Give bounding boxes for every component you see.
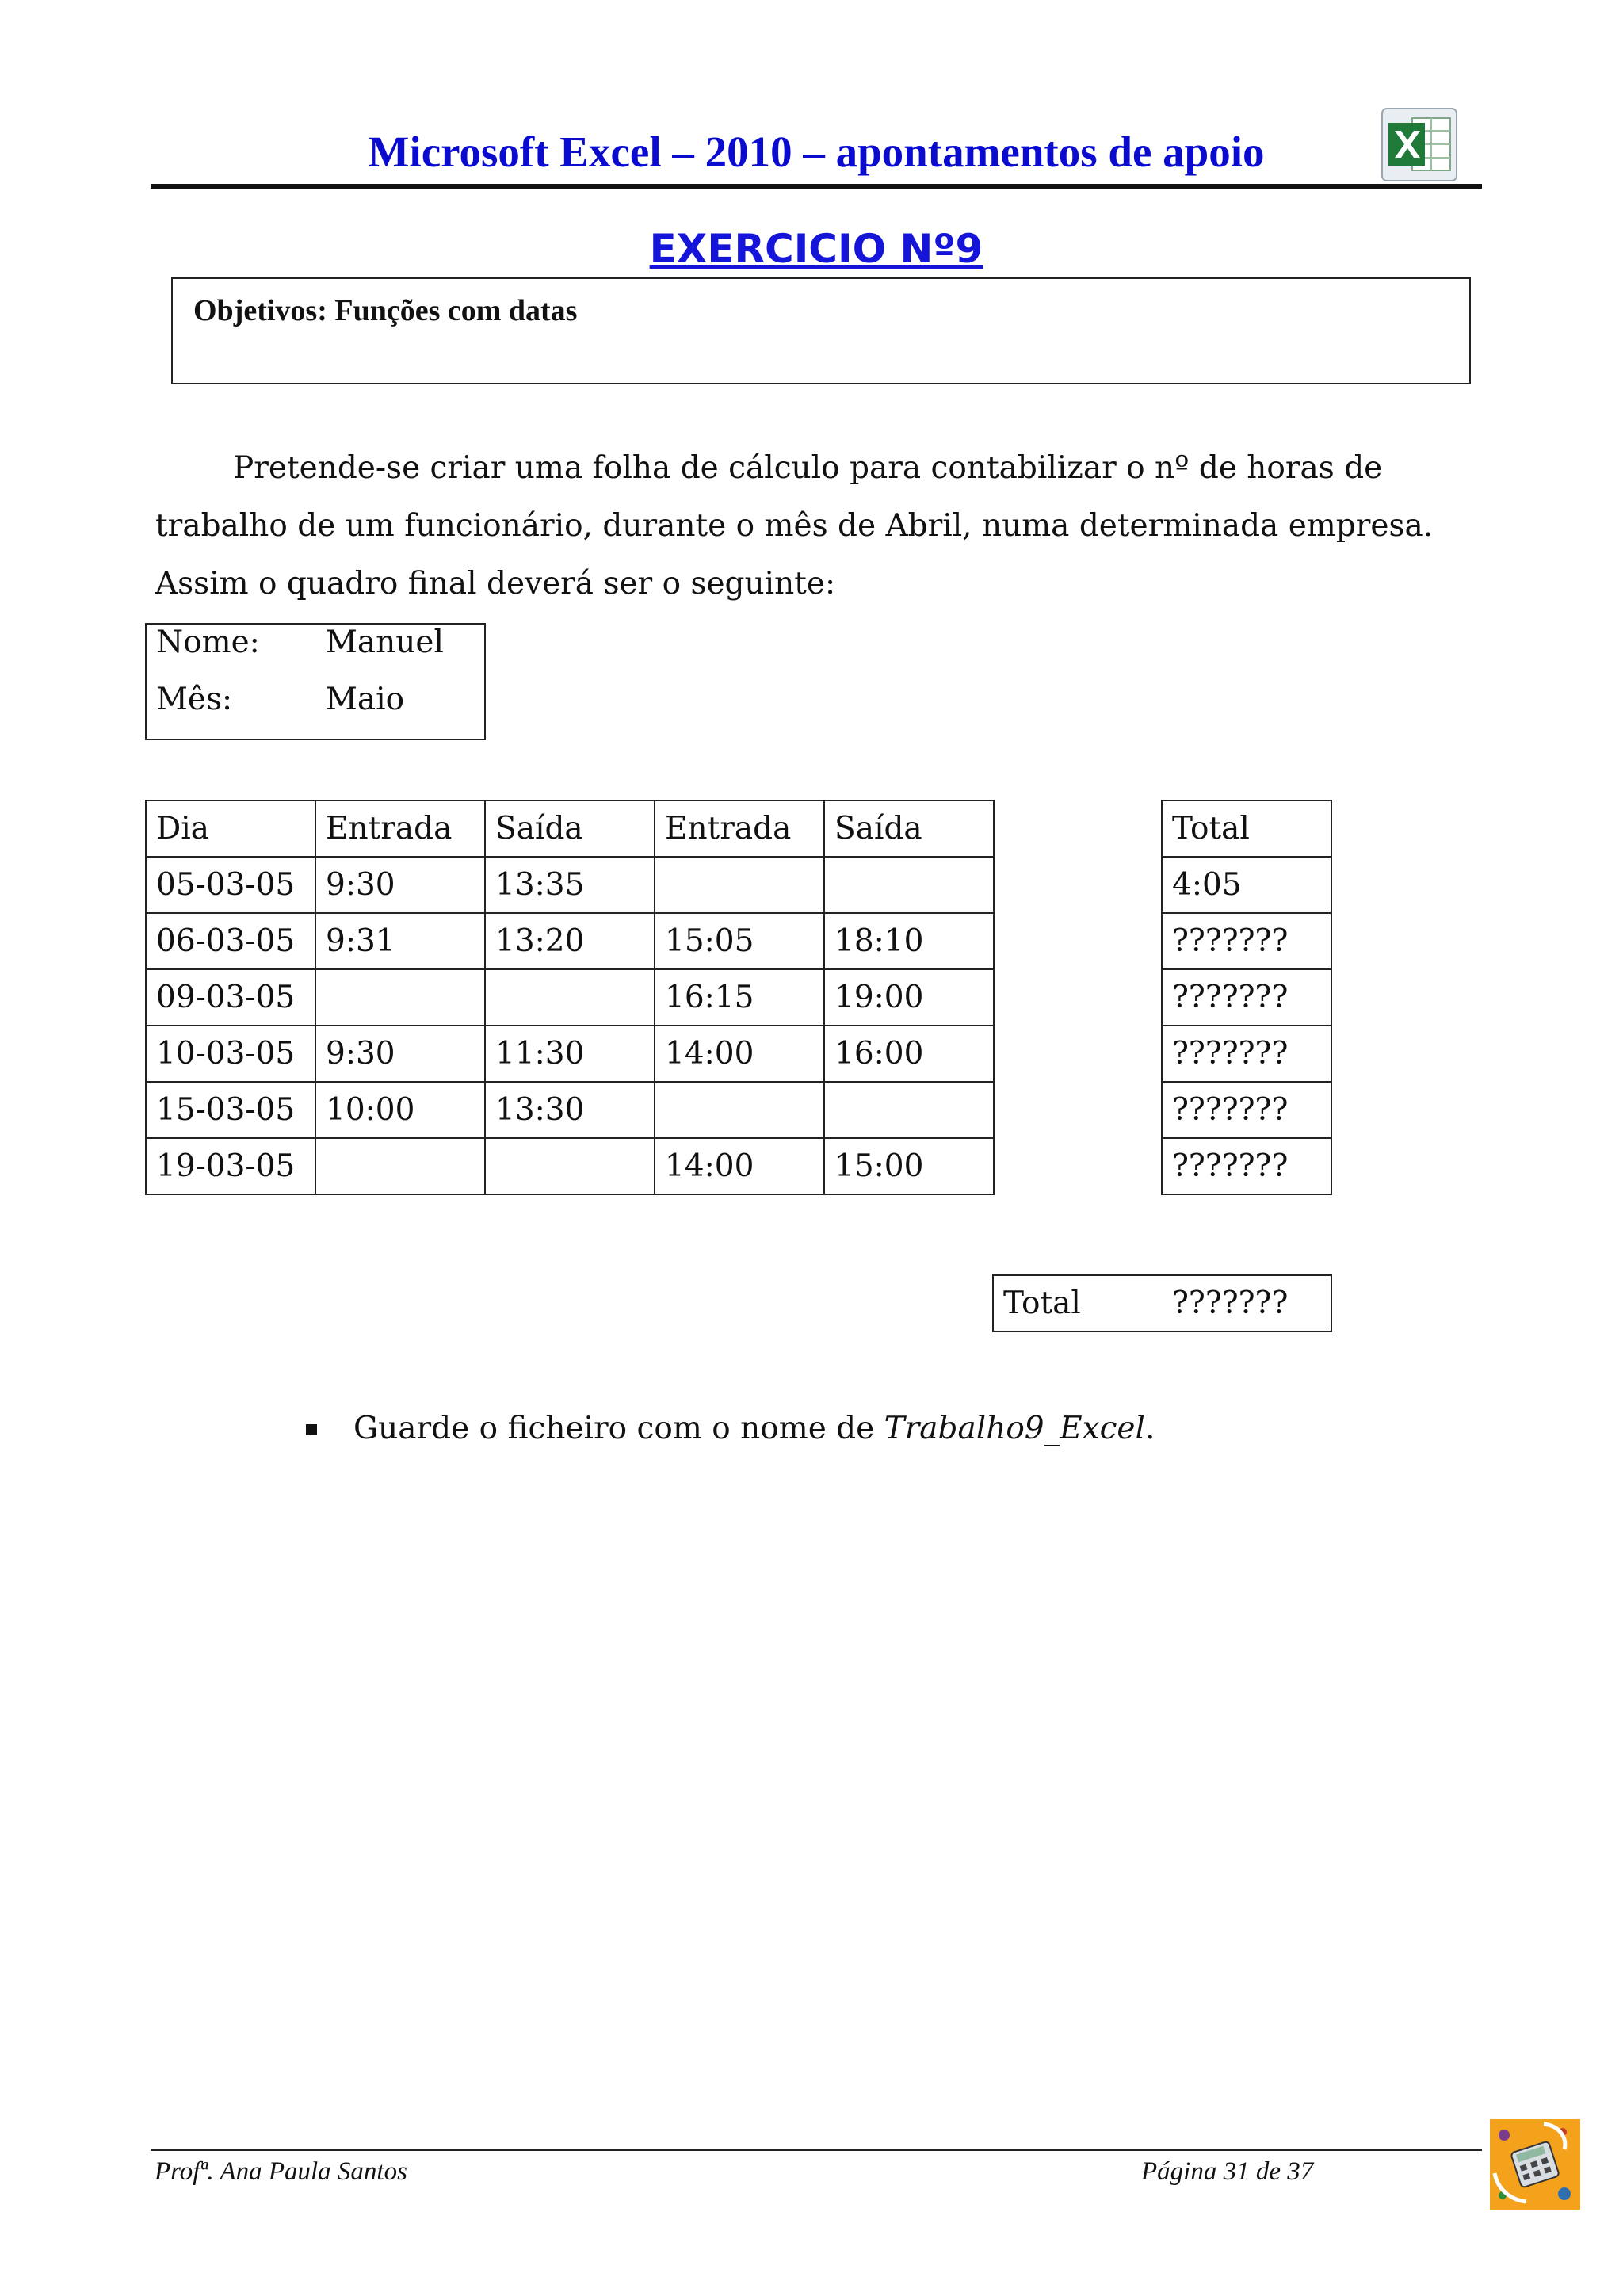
date-cell: 10-03-05 [146, 1026, 315, 1082]
time-cell: 10:00 [315, 1082, 485, 1138]
time-cell: 13:20 [485, 913, 655, 969]
time-cell: 13:30 [485, 1082, 655, 1138]
footer-author: Profª. Ana Paula Santos [155, 2157, 407, 2186]
table-row [1162, 1082, 1331, 1138]
date-cell: 09-03-05 [146, 969, 315, 1026]
date-cell: 19-03-05 [146, 1138, 315, 1194]
time-cell: 14:00 [655, 1138, 824, 1194]
objectives-box [171, 277, 1471, 384]
total-header-cell: Total [1162, 800, 1331, 857]
grand-total-value: ??????? [1163, 1275, 1331, 1331]
calculator-clipart-icon [1488, 2118, 1582, 2211]
header-cell: Entrada [315, 800, 485, 857]
objectives-text: Objetivos: Funções com datas [193, 294, 578, 327]
employee-info-box [145, 623, 486, 740]
time-cell: 15:05 [655, 913, 824, 969]
name-label: Nome: [156, 625, 260, 660]
instruction-text: Guarde o ficheiro com o nome de [353, 1411, 884, 1446]
daily-total-cell: ??????? [1162, 1082, 1331, 1138]
time-cell [315, 969, 485, 1026]
paragraph-line-2: trabalho de um funcionário, durante o mês de Abril, numa determinada empresa. [155, 508, 1434, 544]
table-row [146, 913, 994, 969]
table-row [146, 1082, 994, 1138]
exercise-title: EXERCICIO Nº9 [649, 226, 983, 272]
header-cell: Dia [146, 800, 315, 857]
header-cell: Saída [824, 800, 994, 857]
time-cell [485, 1138, 655, 1194]
time-cell: 15:00 [824, 1138, 994, 1194]
header-divider [151, 184, 1482, 189]
table-row [1162, 857, 1331, 913]
paragraph-line-3: Assim o quadro final deverá ser o seguinte: [155, 566, 836, 602]
time-cell: 9:31 [315, 913, 485, 969]
daily-total-table [1161, 800, 1332, 1195]
month-label: Mês: [156, 682, 233, 717]
time-cell: 13:35 [485, 857, 655, 913]
instruction-suffix: . [1144, 1411, 1155, 1446]
table-row [146, 857, 994, 913]
time-cell: 14:00 [655, 1026, 824, 1082]
table-row [1162, 1138, 1331, 1194]
grand-total-table [992, 1274, 1332, 1332]
time-cell [315, 1138, 485, 1194]
table-header-row [1162, 800, 1331, 857]
time-cell [485, 969, 655, 1026]
time-cell: 19:00 [824, 969, 994, 1026]
table-row [146, 1138, 994, 1194]
bullet-square-icon [306, 1424, 317, 1435]
time-cell: 11:30 [485, 1026, 655, 1082]
table-row [146, 1026, 994, 1082]
month-value: Maio [326, 682, 405, 717]
daily-total-cell: 4:05 [1162, 857, 1331, 913]
daily-total-cell: ??????? [1162, 913, 1331, 969]
table-row [146, 969, 994, 1026]
document-header-title: Microsoft Excel – 2010 – apontamentos de apoio [368, 128, 1265, 176]
footer-page-number: Página 31 de 37 [1141, 2157, 1314, 2186]
time-cell: 9:30 [315, 1026, 485, 1082]
table-row [993, 1275, 1331, 1331]
header-cell: Saída [485, 800, 655, 857]
table-row [1162, 1026, 1331, 1082]
date-cell: 05-03-05 [146, 857, 315, 913]
save-instruction [353, 1411, 1155, 1446]
daily-total-cell: ??????? [1162, 1138, 1331, 1194]
header-cell: Entrada [655, 800, 824, 857]
time-cell: 9:30 [315, 857, 485, 913]
daily-total-cell: ??????? [1162, 969, 1331, 1026]
table-row [1162, 969, 1331, 1026]
timesheet-table [145, 800, 995, 1195]
table-header-row [146, 800, 994, 857]
time-cell [655, 857, 824, 913]
grand-total-label: Total [993, 1275, 1163, 1331]
name-value: Manuel [326, 625, 444, 660]
time-cell [824, 857, 994, 913]
time-cell: 16:00 [824, 1026, 994, 1082]
date-cell: 06-03-05 [146, 913, 315, 969]
time-cell [655, 1082, 824, 1138]
daily-total-cell: ??????? [1162, 1026, 1331, 1082]
time-cell [824, 1082, 994, 1138]
excel-logo-icon [1381, 107, 1458, 182]
time-cell: 16:15 [655, 969, 824, 1026]
table-row [1162, 913, 1331, 969]
footer-divider [151, 2149, 1482, 2151]
instruction-filename: Trabalho9_Excel [884, 1411, 1145, 1446]
date-cell: 15-03-05 [146, 1082, 315, 1138]
time-cell: 18:10 [824, 913, 994, 969]
paragraph-line-1: Pretende-se criar uma folha de cálculo para contabilizar o nº de horas de [233, 450, 1383, 486]
